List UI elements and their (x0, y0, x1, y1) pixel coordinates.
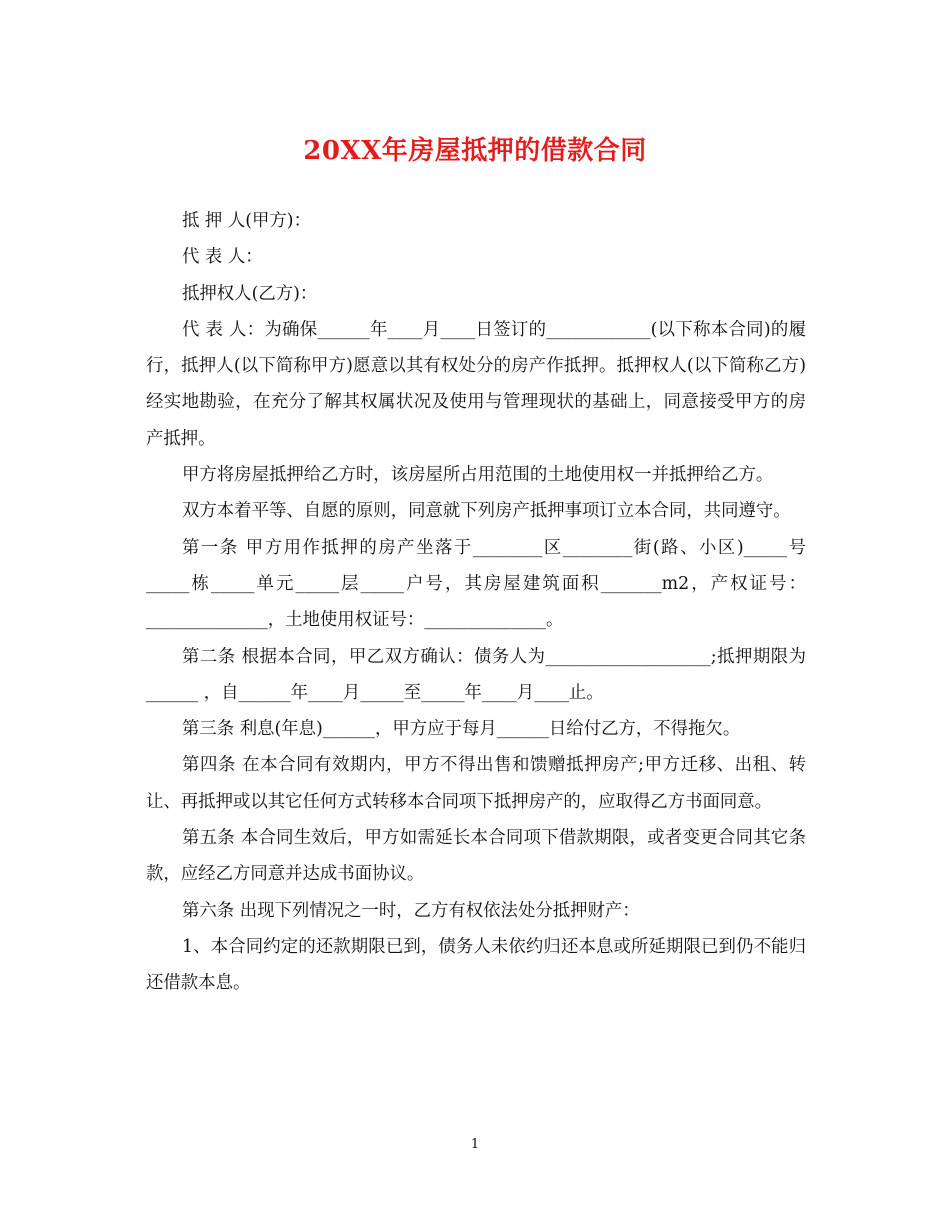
land-use-paragraph: 甲方将房屋抵押给乙方时，该房屋所占用范围的土地使用权一并抵押给乙方。 (182, 465, 774, 486)
page-number: 1 (470, 1137, 480, 1152)
article-2: 第二条 根据本合同，甲乙双方确认：债务人为___________________;抵押期限为______ ，自______年____月_____至_____年____月____止。 (146, 646, 806, 703)
article-4: 第四条 在本合同有效期内，甲方不得出售和馈赠抵押房产;甲方迁移、出租、转让、再抵押或以其它任何方式转移本合同项下抵押房产的，应取得乙方书面同意。 (146, 755, 806, 812)
party-a-line: 抵 押 人(甲方)： (182, 211, 311, 231)
document-body (146, 203, 806, 1002)
article-5: 第五条 本合同生效后，甲方如需延长本合同项下借款期限，或者变更合同其它条款，应经乙方同意并达成书面协议。 (146, 828, 806, 885)
party-b-line: 抵押权人(乙方)： (182, 283, 318, 304)
agreement-paragraph: 双方本着平等、自愿的原则，同意就下列房产抵押事项订立本合同，共同遵守。 (182, 501, 791, 522)
document-title: 20XX年房屋抵押的借款合同 (303, 136, 647, 166)
article-3: 第三条 利息(年息)______，甲方应于每月______日给付乙方，不得拖欠。 (182, 719, 741, 740)
party-a-representative-line: 代 表 人： (182, 247, 263, 268)
article-6: 第六条 出现下列情况之一时，乙方有权依法处分抵押财产： (182, 900, 640, 921)
preamble-paragraph: 代 表 人：为确保______年____月____日签订的____________(以下称本合同)的履行，抵押人(以下简称甲方)愿意以其有权处分的房产作抵押。抵押权人(以下简称乙方)经实地勘验，在充分了解其权属状况及使用与管理现状的基础上，同意接受甲方的房产抵押。 (146, 319, 806, 449)
article-6-item-1: 1、本合同约定的还款期限已到，债务人未依约归还本息或所延期限已到仍不能归还借款本息。 (146, 936, 806, 994)
article-1: 第一条 甲方用作抵押的房产坐落于________区________街(路、小区)_____号_____栋_____单元_____层_____户号，其房屋建筑面积_______m2，产权证号：______________，土地使用权证号：______________。 (146, 537, 806, 631)
